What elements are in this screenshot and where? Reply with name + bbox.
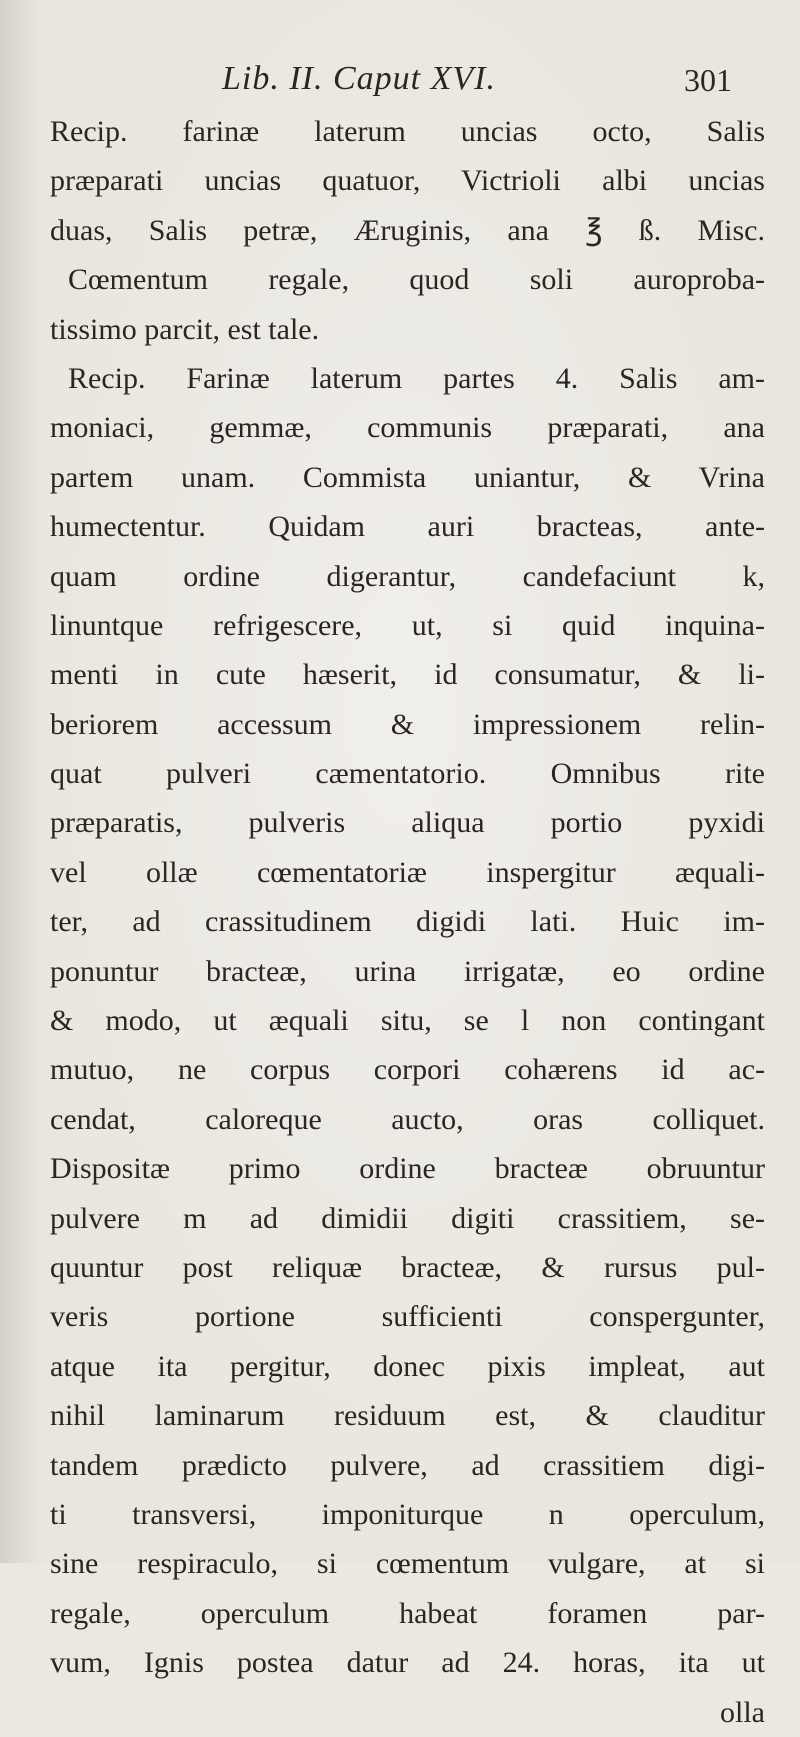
- running-header: [0, 60, 800, 104]
- text-line: pulvere m ad dimidii digiti crassitiem, se-: [50, 1201, 765, 1235]
- text-line: & modo, ut æquali situ, se l non contingant: [50, 1004, 765, 1038]
- text-line: sine respiraculo, si cœmentum vulgare, at si: [50, 1547, 765, 1581]
- running-title: Lib. II. Caput XVI.: [222, 60, 496, 97]
- text-line: quam ordine digerantur, candefaciunt k,: [50, 559, 765, 593]
- text-line: Recip. Farinæ laterum partes 4. Salis am-: [68, 361, 765, 395]
- catchword: olla: [720, 1695, 765, 1729]
- text-line: tissimo parcit, est tale.: [50, 312, 320, 346]
- text-line: menti in cute hæserit, id consumatur, & li-: [50, 658, 765, 692]
- text-line: ponuntur bracteæ, urina irrigatæ, eo ordine: [50, 954, 765, 988]
- text-line: ter, ad crassitudinem digidi lati. Huic im-: [50, 905, 765, 939]
- body-text: [50, 107, 765, 1737]
- text-line: linuntque refrigescere, ut, si quid inquina-: [50, 608, 765, 642]
- text-line: duas, Salis petræ, Æruginis, ana ℥ ß. Misc.: [50, 213, 765, 247]
- binding-shadow: [0, 0, 40, 1563]
- text-line: atque ita pergitur, donec pixis impleat, aut: [50, 1349, 765, 1383]
- text-line: nihil laminarum residuum est, & clauditur: [50, 1399, 765, 1433]
- text-line: humectentur. Quidam auri bracteas, ante-: [50, 510, 765, 544]
- text-line: cendat, caloreque aucto, oras colliquet.: [50, 1102, 765, 1136]
- text-line: mutuo, ne corpus corpori cohærens id ac-: [50, 1053, 765, 1087]
- text-line: quuntur post reliquæ bracteæ, & rursus pul-: [50, 1250, 765, 1284]
- text-line: Cœmentum regale, quod soli auroproba-: [68, 263, 765, 297]
- text-line: veris portione sufficienti conspergunter,: [50, 1300, 765, 1334]
- text-line: ti transversi, imponiturque n operculum,: [50, 1497, 765, 1531]
- text-line: vum, Ignis postea datur ad 24. horas, ita ut: [50, 1646, 765, 1680]
- text-line: præparati uncias quatuor, Victrioli albi uncias: [50, 164, 765, 198]
- text-line: præparatis, pulveris aliqua portio pyxidi: [50, 806, 765, 840]
- text-line: Recip. farinæ laterum uncias octo, Salis: [50, 115, 765, 148]
- text-line: tandem prædicto pulvere, ad crassitiem digi-: [50, 1448, 765, 1482]
- text-line: regale, operculum habeat foramen par-: [50, 1596, 765, 1630]
- text-line: moniaci, gemmæ, communis præparati, ana: [50, 411, 765, 445]
- page-number: 301: [684, 62, 732, 98]
- text-line: vel ollæ cœmentatoriæ inspergitur æquali-: [50, 855, 765, 889]
- text-line: partem unam. Commista uniantur, & Vrina: [50, 460, 765, 494]
- text-line: quat pulveri cæmentatorio. Omnibus rite: [50, 757, 765, 791]
- text-line: Dispositæ primo ordine bracteæ obruuntur: [50, 1152, 765, 1186]
- text-line: beriorem accessum & impressionem relin-: [50, 707, 765, 741]
